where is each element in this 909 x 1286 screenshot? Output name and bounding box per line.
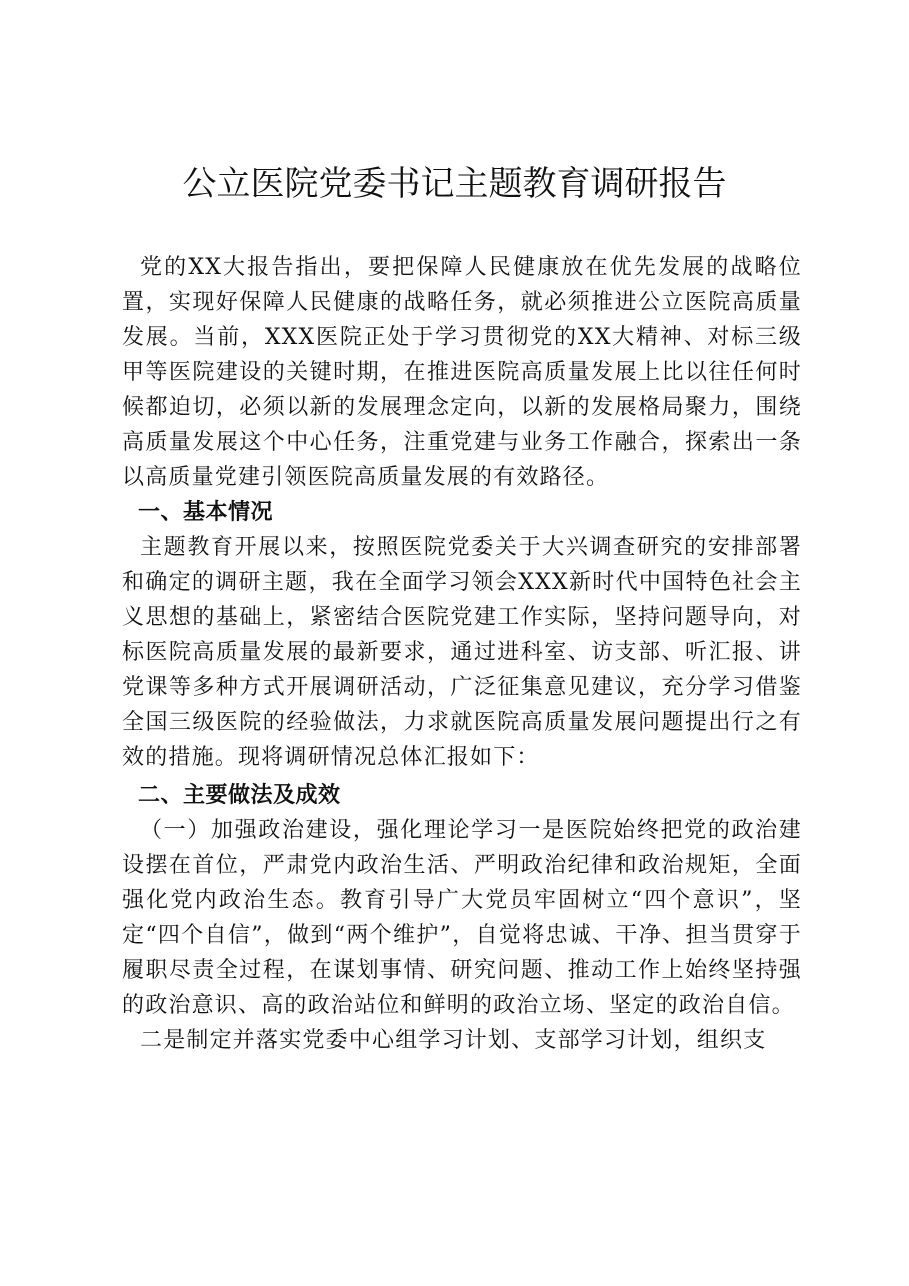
document-body	[122, 250, 802, 1058]
study-plan-paragraph: 二是制定并落实党委中心组学习计划、支部学习计划，组织支	[140, 1028, 767, 1053]
political-building-paragraph: （一）加强政治建设，强化理论学习一是医院始终把党的政治建设摆在首位，严肃党内政治生活、严明政治纪律和政治规矩，全面强化党内政治生态。教育引导广大党员牢固树立“四个意识”，坚定“四个自信”，做到“两个维护”，自觉将忠诚、干净、担当贯穿于履职尽责全过程，在谋划事情、研究问题、推动工作上始终坚持强的政治意识、高的政治站位和鲜明的政治立场、坚定的政治自信。	[122, 818, 802, 1018]
section-heading-main-practices: 二、主要做法及成效	[138, 783, 341, 808]
basic-situation-paragraph: 主题教育开展以来，按照医院党委关于大兴调查研究的安排部署和确定的调研主题，我在全面学习领会XXX新时代中国特色社会主义思想的基础上，紧密结合医院党建工作实际，坚持问题导向，对标医院高质量发展的最新要求，通过进科室、访支部、听汇报、讲党课等多种方式开展调研活动，广泛征集意见建议，充分学习借鉴全国三级医院的经验做法，力求就医院高质量发展问题提出行之有效的措施。现将调研情况总体汇报如下：	[122, 535, 802, 770]
document-title: 公立医院党委书记主题教育调研报告	[182, 164, 727, 204]
intro-paragraph: 党的XX大报告指出，要把保障人民健康放在优先发展的战略位置，实现好保障人民健康的战略任务，就必须推进公立医院高质量发展。当前，XXX医院正处于学习贯彻党的XX大精神、对标三级甲等医院建设的关键时期，在推进医院高质量发展上比以往任何时候都迫切，必须以新的发展理念定向，以新的发展格局聚力，围绕高质量发展这个中心任务，注重党建与业务工作融合，探索出一条以高质量党建引领医院高质量发展的有效路径。	[122, 255, 802, 490]
section-heading-basic-situation: 一、基本情况	[138, 500, 274, 525]
